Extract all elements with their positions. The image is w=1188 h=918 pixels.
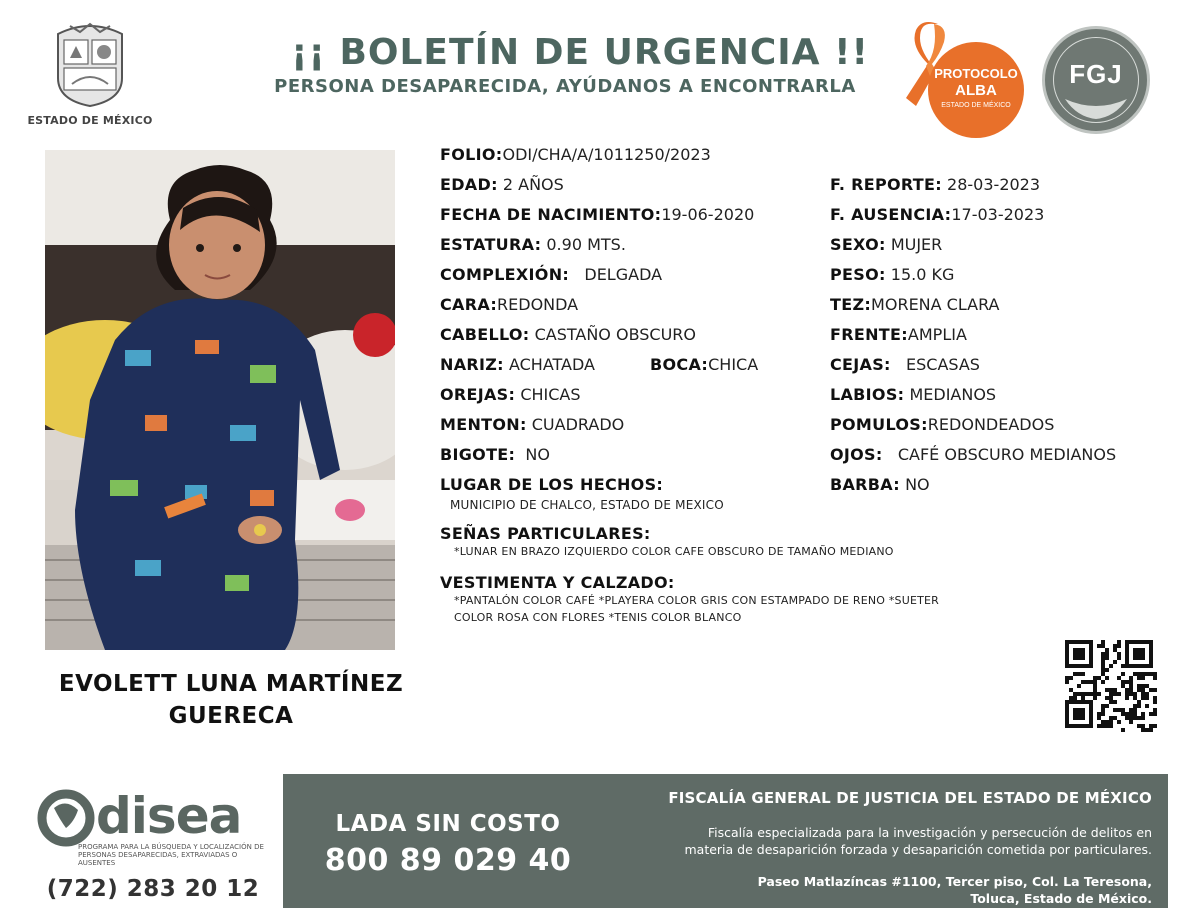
field-menton-label: MENTON: <box>440 415 527 434</box>
odisea-caption: PROGRAMA PARA LA BÚSQUEDA Y LOCALIZACIÓN DE PERSONAS DESAPARECIDAS, EXTRAVIADAS O AUSENTES <box>78 843 264 867</box>
field-senas-value: *LUNAR EN BRAZO IZQUIERDO COLOR CAFE OBSCURO DE TAMAÑO MEDIANO <box>454 545 894 558</box>
field-labios-value: MEDIANOS <box>909 385 997 404</box>
fiscalia-address <box>650 873 1152 907</box>
field-vestimenta-label <box>440 573 675 592</box>
field-senas-label-text: SEÑAS PARTICULARES: <box>440 524 651 543</box>
field-orejas <box>440 385 581 404</box>
fgj-seal-text: FGJ <box>1069 59 1123 89</box>
field-vestimenta-label-text: VESTIMENTA Y CALZADO: <box>440 573 675 592</box>
field-menton <box>440 415 624 434</box>
field-ojos-label: OJOS: <box>830 445 883 464</box>
field-tez-label: TEZ: <box>830 295 872 314</box>
field-edad-label: EDAD: <box>440 175 498 194</box>
field-cejas-label: CEJAS: <box>830 355 891 374</box>
missing-person-name <box>30 668 432 732</box>
field-orejas-value: CHICAS <box>520 385 581 404</box>
field-cabello-value: CASTAÑO OBSCURO <box>534 325 697 344</box>
odisea-phone[interactable]: (722) 283 20 12 <box>46 876 260 902</box>
fiscalia-description <box>600 824 1152 858</box>
field-peso-value: 15.0 KG <box>890 265 955 284</box>
field-tez-value: MORENA CLARA <box>871 295 1000 314</box>
protocolo-alba-logo <box>898 20 1028 132</box>
field-pomulos-label: POMULOS: <box>830 415 928 434</box>
qr-code[interactable] <box>1065 640 1157 732</box>
field-estatura-label: ESTATURA: <box>440 235 542 254</box>
alba-text-protocolo: PROTOCOLO <box>934 66 1018 81</box>
field-folio <box>440 145 711 164</box>
lada-sin-costo-number[interactable]: 800 89 029 40 <box>324 843 572 878</box>
field-tez <box>830 295 999 314</box>
field-cejas-value: ESCASAS <box>906 355 980 374</box>
estado-de-mexico-label: ESTADO DE MÉXICO <box>27 114 153 127</box>
field-pomulos <box>830 415 1054 434</box>
field-f-reporte <box>830 175 1040 194</box>
field-bigote-value: NO <box>525 445 550 464</box>
estado-de-mexico-coat-of-arms <box>50 20 130 108</box>
field-f-reporte-label: F. REPORTE: <box>830 175 942 194</box>
lada-sin-costo-label: LADA SIN COSTO <box>335 811 561 837</box>
field-frente-value: AMPLIA <box>907 325 967 344</box>
fgj-seal-logo <box>1042 26 1150 134</box>
field-orejas-label: OREJAS: <box>440 385 516 404</box>
field-ojos <box>830 445 1116 464</box>
field-peso-label: PESO: <box>830 265 886 284</box>
field-complexion <box>440 265 662 284</box>
field-ojos-value: CAFÉ OBSCURO MEDIANOS <box>897 445 1117 464</box>
field-labios-label: LABIOS: <box>830 385 905 404</box>
field-boca-value: CHICA <box>708 355 759 374</box>
field-barba-label: BARBA: <box>830 475 900 494</box>
bulletin-title: ¡¡ BOLETÍN DE URGENCIA !! <box>291 32 869 73</box>
field-boca <box>650 355 758 374</box>
field-frente-label: FRENTE: <box>830 325 908 344</box>
alba-text-estado: ESTADO DE MÉXICO <box>941 102 1011 109</box>
field-vestimenta-line-2: COLOR ROSA CON FLORES *TENIS COLOR BLANCO <box>454 611 742 624</box>
field-folio-label: FOLIO: <box>440 145 503 164</box>
field-labios <box>830 385 996 404</box>
field-pomulos-value: REDONDEADOS <box>927 415 1055 434</box>
field-folio-value: ODI/CHA/A/1011250/2023 <box>502 145 711 164</box>
field-vestimenta-line-1: *PANTALÓN COLOR CAFÉ *PLAYERA COLOR GRIS CON ESTAMPADO DE RENO *SUETER <box>454 594 940 607</box>
field-frente <box>830 325 967 344</box>
field-peso <box>830 265 954 284</box>
field-f-reporte-value: 28-03-2023 <box>947 175 1041 194</box>
field-sexo-label: SEXO: <box>830 235 886 254</box>
field-estatura <box>440 235 626 254</box>
field-edad <box>440 175 564 194</box>
field-cara-label: CARA: <box>440 295 498 314</box>
name-line-1: EVOLETT LUNA MARTÍNEZ <box>58 671 404 697</box>
field-senas-label <box>440 524 651 543</box>
field-bigote <box>440 445 550 464</box>
field-nariz <box>440 355 595 374</box>
name-line-2: GUERECA <box>168 703 294 729</box>
field-estatura-value: 0.90 MTS. <box>546 235 626 254</box>
field-lugar-label-text: LUGAR DE LOS HECHOS: <box>440 475 664 494</box>
field-f-ausencia-value: 17-03-2023 <box>951 205 1045 224</box>
field-fecha-nacimiento-label: FECHA DE NACIMIENTO: <box>440 205 662 224</box>
field-sexo <box>830 235 942 254</box>
alba-text-alba: ALBA <box>955 82 997 99</box>
field-bigote-label: BIGOTE: <box>440 445 516 464</box>
field-sexo-value: MUJER <box>890 235 943 254</box>
fiscalia-description-line-1: Fiscalía especializada para la investigación y persecución de delitos en <box>707 825 1152 840</box>
field-complexion-label: COMPLEXIÓN: <box>440 265 570 284</box>
missing-person-photo <box>45 150 395 650</box>
field-edad-value: 2 AÑOS <box>502 175 564 194</box>
field-complexion-value: DELGADA <box>584 265 663 284</box>
field-nariz-label: NARIZ: <box>440 355 504 374</box>
field-cabello-label: CABELLO: <box>440 325 530 344</box>
field-fecha-nacimiento-value: 19-06-2020 <box>661 205 755 224</box>
fiscalia-name: FISCALÍA GENERAL DE JUSTICIA DEL ESTADO DE MÉXICO <box>668 789 1152 807</box>
fiscalia-address-line-2: Toluca, Estado de México. <box>970 891 1152 906</box>
field-barba <box>830 475 930 494</box>
bulletin-subtitle: PERSONA DESAPARECIDA, AYÚDANOS A ENCONTRARLA <box>274 76 856 97</box>
field-f-ausencia-label: F. AUSENCIA: <box>830 205 952 224</box>
field-fecha-nacimiento <box>440 205 754 224</box>
field-nariz-value: ACHATADA <box>508 355 595 374</box>
field-f-ausencia <box>830 205 1044 224</box>
field-cabello <box>440 325 696 344</box>
field-lugar-label <box>440 475 663 494</box>
field-menton-value: CUADRADO <box>531 415 625 434</box>
field-lugar-value: MUNICIPIO DE CHALCO, ESTADO DE MEXICO <box>450 498 724 512</box>
fiscalia-description-line-2: materia de desaparición forzada y desaparición cometida por particulares. <box>684 842 1152 857</box>
fiscalia-address-line-1: Paseo Matlazíncas #1100, Tercer piso, Col. La Teresona, <box>757 874 1152 889</box>
field-cara-value: REDONDA <box>497 295 579 314</box>
odisea-wordmark: disea <box>96 787 242 845</box>
field-cara <box>440 295 578 314</box>
field-barba-value: NO <box>905 475 930 494</box>
field-cejas <box>830 355 980 374</box>
field-boca-label: BOCA: <box>650 355 709 374</box>
